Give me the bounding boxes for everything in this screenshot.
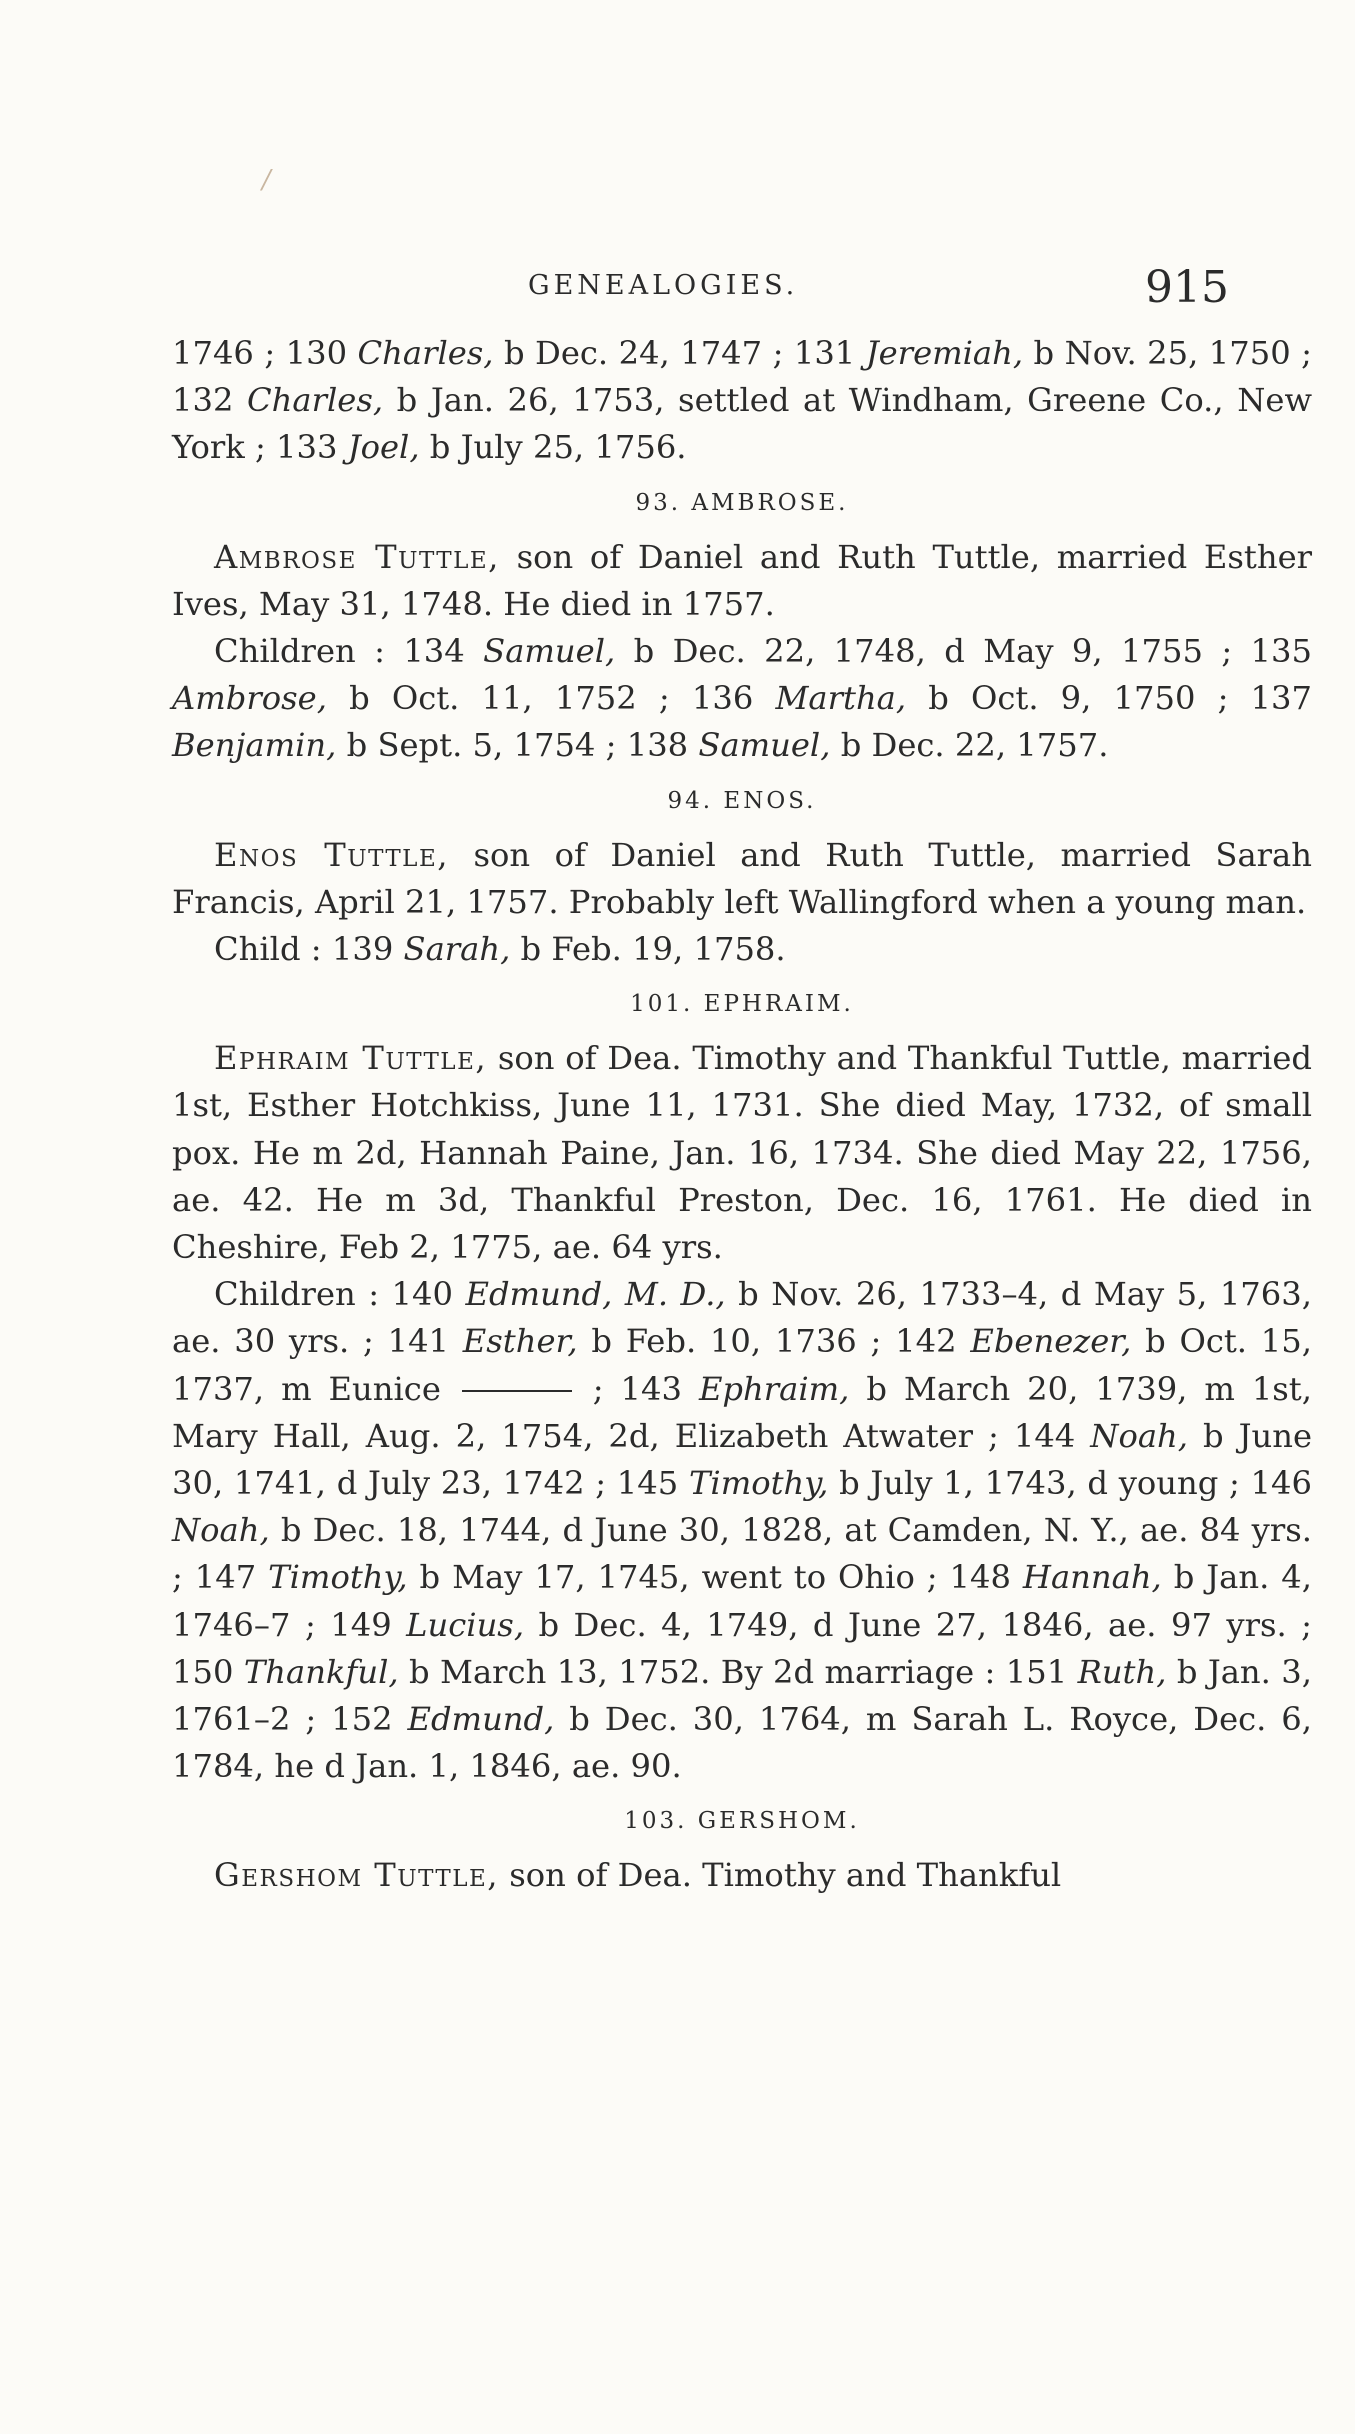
person-name: Samuel,	[483, 632, 616, 671]
page-body	[172, 330, 1312, 1900]
person-name: Ambrose,	[172, 679, 327, 718]
text-run: b Oct. 11, 1752 ; 136	[326, 679, 776, 718]
text-run: b Nov. 25, 1750 ; 132	[172, 334, 1312, 420]
text-run: b Feb. 10, 1736 ; 142	[577, 1322, 971, 1361]
person-name: Esther,	[462, 1322, 578, 1361]
text-run: son of Dea. Timothy and Thankful	[499, 1856, 1062, 1895]
paragraph	[172, 628, 1312, 770]
text-run: b Sept. 5, 1754 ; 138	[336, 726, 699, 765]
text-run: Children : 140	[214, 1275, 466, 1314]
person-name: Ruth,	[1077, 1652, 1167, 1691]
person-name: Charles,	[357, 334, 494, 372]
text-run: b Jan. 26, 1753, settled at Windham, Greene Co., New York ; 133	[172, 381, 1313, 467]
text-run: son of Daniel and Ruth Tuttle, married Esther Ives, May 31, 1748. He died in 1757.	[172, 537, 1313, 623]
paragraph	[172, 534, 1312, 628]
text-run: b June 30, 1741, d July 23, 1742 ; 145	[172, 1416, 1312, 1503]
section-heading: 94. ENOS.	[667, 787, 817, 814]
page-number: 915	[1145, 262, 1229, 313]
text-run: b May 17, 1745, went to Ohio ; 148	[407, 1558, 1023, 1597]
text-run: Children : 134	[214, 632, 484, 671]
text-run: b Jan. 4, 1746–7 ; 149	[172, 1558, 1312, 1644]
paragraph	[172, 1271, 1312, 1790]
person-name: Sarah,	[403, 930, 511, 969]
person-name: Timothy,	[688, 1464, 829, 1503]
text-run: b Dec. 24, 1747 ; 131	[493, 334, 866, 372]
text-run: son of Dea. Timothy and Thankful Tuttle, married 1st, Esther Hotchkiss, June 11, 1731. She died May, 1732, of small pox. He m 2d, Hannah Paine, Jan. 16, 1734. She died May 22, 1756, ae. 42. He m 3d, Thankful Preston, Dec. 16, 1761. He died in Cheshire, Feb 2, 1775, ae. 64 yrs.	[172, 1039, 1312, 1267]
page-header	[0, 262, 1355, 322]
person-name: Samuel,	[698, 726, 831, 765]
text-run: Child : 139	[214, 930, 404, 969]
text-run: b July 25, 1756.	[419, 428, 687, 467]
text-run: ; 143	[575, 1369, 699, 1408]
person-name: Joel,	[347, 428, 420, 467]
text-run: b Oct. 9, 1750 ; 137	[906, 679, 1312, 718]
text-run: b July 1, 1743, d young ; 146	[828, 1464, 1312, 1503]
person-name: Edmund, M. D.,	[465, 1275, 726, 1314]
text-run: b Dec. 22, 1748, d May 9, 1755 ; 135	[615, 632, 1312, 671]
entry-name: Enos Tuttle,	[214, 835, 449, 874]
section-heading: 93. AMBROSE.	[635, 489, 849, 516]
paragraph	[172, 926, 1312, 973]
text-run: b March 13, 1752. By 2d marriage : 151	[398, 1652, 1078, 1691]
person-name: Martha,	[775, 679, 907, 718]
person-name: Benjamin,	[172, 726, 337, 765]
entry-name: Gershom Tuttle,	[214, 1856, 500, 1895]
person-name: Lucius,	[406, 1605, 525, 1644]
text-run: b Dec. 22, 1757.	[830, 726, 1109, 765]
paragraph	[172, 1035, 1312, 1271]
paragraph	[172, 330, 1312, 472]
text-run: b March 20, 1739, m 1st, Mary Hall, Aug. 2, 1754, 2d, Elizabeth Atwater ; 144	[172, 1369, 1312, 1455]
person-name: Ephraim,	[698, 1369, 850, 1408]
running-title: GENEALOGIES.	[528, 270, 799, 301]
entry-name: Ephraim Tuttle,	[214, 1039, 488, 1078]
section-heading: 103. GERSHOM.	[624, 1808, 860, 1835]
person-name: Timothy,	[268, 1558, 408, 1597]
text-run: b Feb. 19, 1758.	[510, 930, 786, 969]
text-run: son of Daniel and Ruth Tuttle, married Sarah Francis, April 21, 1757. Probably left Wallingford when a young man.	[172, 835, 1312, 921]
margin-mark: /	[262, 165, 271, 195]
text-run: b Dec. 4, 1749, d June 27, 1846, ae. 97 yrs. ; 150	[172, 1605, 1313, 1691]
text-run: b Jan. 3, 1761–2 ; 152	[172, 1652, 1312, 1739]
person-name: Thankful,	[243, 1652, 399, 1691]
text-run: b Dec. 30, 1764, m Sarah L. Royce, Dec. 6, 1784, he d Jan. 1, 1846, ae. 90.	[172, 1700, 1312, 1786]
person-name: Charles,	[247, 381, 384, 420]
text-run: b Nov. 26, 1733–4, d May 5, 1763, ae. 30 yrs. ; 141	[172, 1275, 1312, 1361]
paragraph	[172, 832, 1312, 926]
text-run: 1746 ; 130	[172, 334, 358, 372]
text-run: b Oct. 15, 1737, m Eunice	[172, 1322, 1312, 1408]
person-name: Jeremiah,	[865, 334, 1024, 372]
person-name: Hannah,	[1022, 1558, 1162, 1597]
entry-name: Ambrose Tuttle,	[214, 537, 500, 576]
paragraph	[172, 1852, 1312, 1899]
blank-rule	[462, 1390, 572, 1392]
person-name: Noah,	[1090, 1416, 1188, 1455]
person-name: Ebenezer,	[970, 1322, 1132, 1361]
person-name: Noah,	[172, 1511, 270, 1550]
person-name: Edmund,	[407, 1700, 555, 1739]
text-run: b Dec. 18, 1744, d June 30, 1828, at Camden, N. Y., ae. 84 yrs. ; 147	[172, 1511, 1312, 1597]
section-heading: 101. EPHRAIM.	[630, 991, 854, 1018]
